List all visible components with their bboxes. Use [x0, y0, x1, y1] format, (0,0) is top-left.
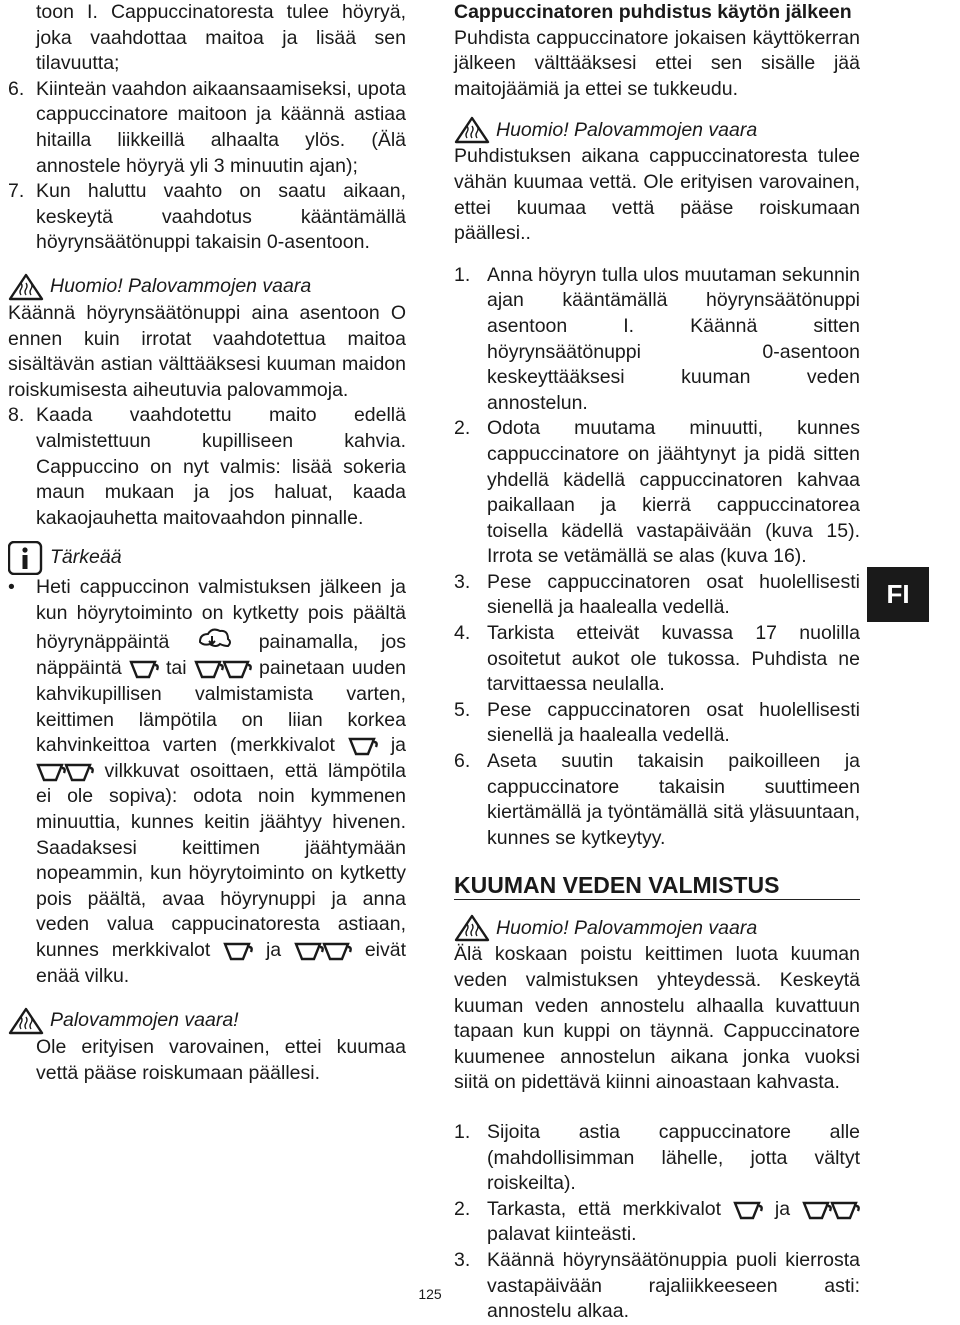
cleaning-intro: Puhdista cappuccinatore jokaisen käyttökerran jälkeen välttääksesi ettei sen sisälle jää maitojäämiä ja ettei se tukkeudu.: [454, 26, 860, 100]
warning-heading-text: Palovammojen vaara!: [50, 1009, 239, 1032]
hot-surface-warning-icon: [454, 914, 490, 942]
one-cup-icon: [348, 736, 378, 756]
bullet-text: Heti cappuccinon valmistuksen jälkeen ja kun höyrytoiminto on kytketty pois päältä höyrynäppäintä: [36, 576, 406, 654]
step-number: 5.: [454, 698, 471, 721]
warning-text-1: Käännä höyrynsäätönuppi aina asentoon O ennen kuin irrotat vaahdotettua maitoa sisältävän astian välttääksesi kuuman maidon roiskumisesta aiheutuvia palovammoja.: [8, 301, 406, 401]
cleaning-step: [454, 621, 860, 698]
cleaning-step: [454, 263, 860, 417]
step-number: 1.: [454, 1120, 471, 1143]
hot-surface-warning-icon: [8, 1007, 44, 1035]
warning-heading-text: Huomio! Palovammojen vaara: [496, 916, 758, 939]
step-text: Käännä höyrynsäätönuppia puoli kierrosta vastapäivään rajaliikkeeseen asti: annostelu alkaa.: [487, 1248, 860, 1323]
warning-text-3: Puhdistuksen aikana cappuccinatoresta tulee vähän kuumaa vettä. Ole erityisen varovainen, ettei kuumaa vettä pääse roiskumaan päällesi..: [454, 145, 860, 245]
hot-surface-warning-icon: [8, 273, 44, 301]
step-text: palavat kiinteästi.: [487, 1223, 637, 1246]
step-text: Kiinteän vaahdon aikaansaamiseksi, upota cappuccinatore maitoon ja käännä astiaa hitailla liikkeillä alhaalta ylös. (Älä annostele höyryä yli 3 minuutin ajan);: [36, 77, 406, 177]
step-text: Pese cappuccinatoren osat huolellisesti sienellä ja haalealla vedellä.: [487, 570, 860, 619]
one-cup-icon: [129, 659, 159, 679]
step-text: Aseta suutin takaisin paikoilleen ja cappuccinatore takaisin suuttimeen kiertämällä ja työntämällä sitä yläsuuntaan, kunnes se kytkeytyy.: [487, 750, 860, 849]
step-number: 6.: [454, 750, 471, 773]
warning-heading-3: [454, 116, 860, 144]
step-text: Kaada vaahdotettu maito edellä valmistettuun kupilliseen kahvia.: [36, 404, 406, 452]
cleaning-steps-list: [454, 263, 860, 852]
hot-step-2: [454, 1197, 860, 1248]
step-6: [8, 77, 406, 179]
hot-surface-warning-icon: [454, 116, 490, 144]
warning-heading-1: [8, 273, 406, 301]
warning-heading-text: Huomio! Palovammojen vaara: [50, 275, 312, 298]
step-number: 1.: [454, 263, 471, 286]
intro-text: toon I. Cappuccinatoresta tulee höyryä, joka vaahdottaa maitoa ja lisää sen tilavuutta;: [36, 1, 406, 75]
bullet-text: vilkkuvat osoittaen, että lämpötila ei ole sopiva): odota noin kymmenen minuuttia, kunnes keitin jäähtyy hivenen. Saadaksesi keittimen jäähtymään nopeammin, kun höyrytoiminto on kytketty pois päältä, avaa höyrynuppi ja anna veden valua cappucinatoresta astiaan, kunnes merkkivalot: [36, 759, 406, 961]
step-number: 7.: [8, 180, 25, 203]
language-tab: FI: [867, 567, 929, 622]
step-number: 6.: [8, 77, 25, 100]
step-text: ja: [774, 1197, 791, 1220]
two-cup-icon: [294, 941, 352, 961]
cleaning-step: [454, 570, 860, 621]
info-heading: [8, 541, 406, 575]
important-bullet: [8, 575, 406, 989]
step-8: [8, 403, 406, 531]
step-number: 8.: [8, 404, 25, 427]
bullet-text: tai: [166, 657, 187, 680]
step-text: Odota muutama minuutti, kunnes cappuccinatore on jäähtynyt ja pidä sitten yhdellä kädellä cappuccinatoren kahvaa paikallaan ja kierrä cappuccinatorea toisella kädellä vastapäivään (kuva 15). Irrota se vetämällä se alas (kuva 16).: [487, 417, 860, 568]
cleaning-step: [454, 698, 860, 749]
step-number: 2.: [454, 1197, 471, 1220]
info-icon: [8, 541, 44, 575]
cleaning-step: [454, 416, 860, 570]
step-number: 4.: [454, 622, 471, 645]
bullet-text: painetaan uuden kahvikupillisen valmistamista varten, keittimen lämpötila on liian korkea kahvinkeittoa varten (merkkivalot: [36, 657, 407, 757]
step-number: 3.: [454, 570, 471, 593]
one-cup-icon: [223, 941, 253, 961]
warning-heading-2: [8, 1007, 406, 1035]
bullet-text: ja: [265, 939, 282, 961]
warning-heading-text: Huomio! Palovammojen vaara: [496, 118, 758, 141]
steam-button-icon: [192, 626, 236, 656]
step-number: 2.: [454, 417, 471, 440]
two-cup-icon: [194, 659, 252, 679]
left-column: [8, 0, 406, 1086]
page-number: 125: [418, 1286, 442, 1302]
hot-water-title: KUUMAN VEDEN VALMISTUS: [454, 871, 860, 900]
step-text: Kun haluttu vaahto on saatu aikaan, keskeytä vaahdotus kääntämällä höyrynsäätönuppi takaisin 0-asentoon.: [36, 180, 406, 254]
one-cup-icon: [733, 1200, 763, 1220]
warning-heading-4: [454, 914, 860, 942]
right-column: [454, 0, 860, 1325]
step-7: [8, 179, 406, 256]
bullet-text: ja: [390, 734, 406, 757]
step-text: Sijoita astia cappuccinatore alle (mahdollisimman lähelle, jotta vältyt roiskeilta).: [487, 1120, 860, 1195]
warning-text-4: Älä koskaan poistu keittimen luota kuuman veden valmistuksen yhteydessä. Keskeytä kuuman veden annostelu alhaalla kuvattuun tapaan kun kuppi on täynnä. Cappuccinatore kuumenee annostelun aikana jonka vuoksi siitä on pidettävä kiinni ainoastaan kahvasta.: [454, 943, 860, 1094]
bullet-dot: •: [8, 576, 15, 599]
step-text: Anna höyryn tulla ulos muutaman sekunnin ajan kääntämällä höyrynsäätönuppi asentoon I. Käännä sitten höyrynsäätönuppi 0-asentoon keskeyttääksesi kuuman veden annostelun.: [487, 263, 860, 414]
step-text: Pese cappuccinatoren osat huolellisesti sienellä ja haalealla vedellä.: [487, 698, 860, 747]
step-text: Tarkasta, että merkkivalot: [487, 1197, 722, 1220]
bullet-text: eivät enää vilku.: [36, 939, 407, 987]
warning-text-2: Ole erityisen varovainen, ettei kuumaa vettä pääse roiskumaan päällesi.: [36, 1036, 406, 1084]
step-text-cont: Cappuccino on nyt valmis: lisää sokeria maun mukaan ja jos haluat, kaada kakaojauhetta maitovaahdon pinnalle.: [36, 455, 406, 529]
two-cup-icon: [36, 762, 94, 782]
step-text: Tarkista etteivät kuvassa 17 nuolilla osoitetut aukot ole tukossa. Puhdista ne tarvittaessa neulalla.: [487, 622, 860, 696]
hot-step-1: [454, 1120, 860, 1197]
step-number: 3.: [454, 1248, 471, 1271]
cleaning-step: [454, 749, 860, 851]
cleaning-title: Cappuccinatoren puhdistus käytön jälkeen: [454, 1, 852, 23]
two-cup-icon: [802, 1200, 860, 1220]
bullet-text: painamalla, jos näppäintä: [36, 631, 407, 680]
info-heading-text: Tärkeää: [50, 546, 122, 569]
